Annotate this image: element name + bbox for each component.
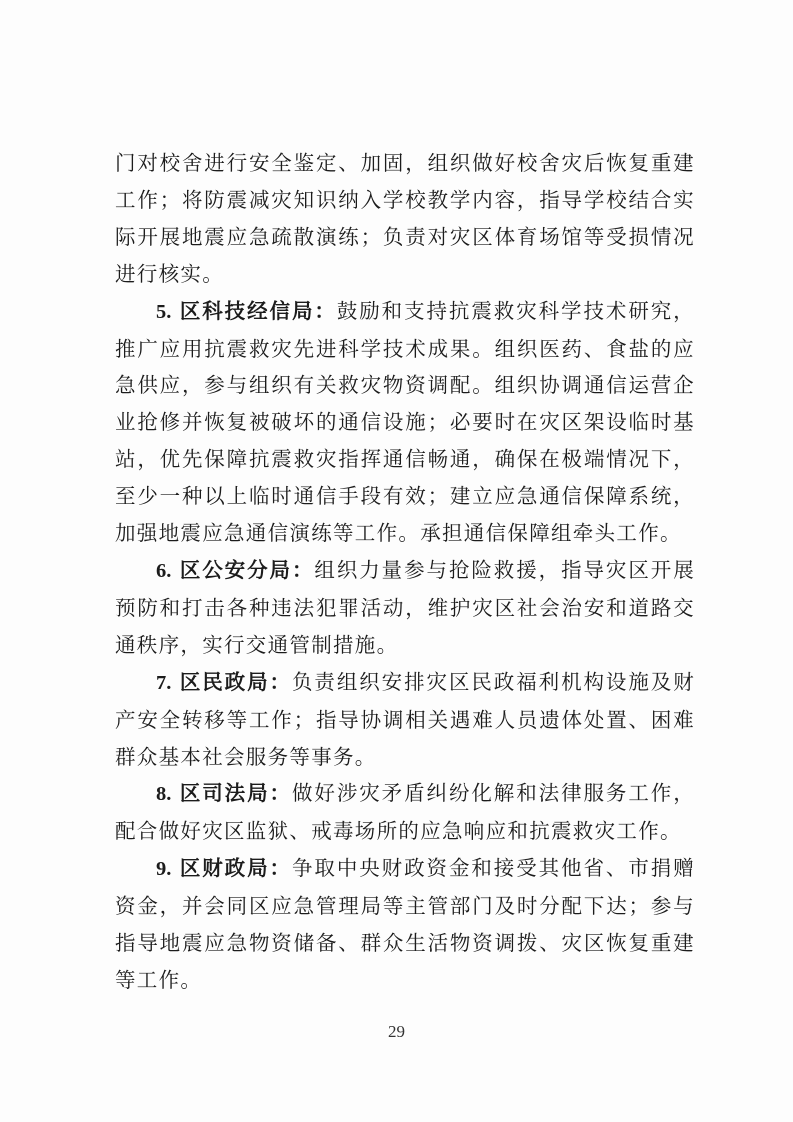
paragraph-text: 组织力量参与抢险救援，指导灾区开展预防和打击各种违法犯罪活动，维护灾区社会治安和道路交通秩序，实行交通管制措施。 xyxy=(115,557,695,657)
paragraph-text: 门对校舍进行安全鉴定、加固，组织做好校舍灾后恢复重建工作；将防震减灾知识纳入学校教学内容，指导学校结合实际开展地震应急疏散演练；负责对灾区体育场馆等受损情况进行核实。 xyxy=(115,151,695,286)
item-number: 7. xyxy=(156,671,172,694)
page-number: 29 xyxy=(388,1022,405,1041)
paragraph-text: 负责组织安排灾区民政福利机构设施及财产安全转移等工作；指导协调相关遇难人员遗体处置、困难群众基本社会服务等事务。 xyxy=(115,669,696,769)
paragraph-item-8 xyxy=(115,775,695,850)
paragraph-item-6 xyxy=(115,552,695,664)
paragraph-text: 鼓励和支持抗震救灾科学技术研究，推广应用抗震救灾先进科学技术成果。组织医药、食盐的应急供应，参与组织有关救灾物资调配。组织协调通信运营企业抢修并恢复被破坏的通信设施；必要时在灾区架设临时基站，优先保障抗震救灾指挥通信畅通，确保在极端情况下，至少一种以上临时通信手段有效；建立应急通信保障系统，加强地震应急通信演练等工作。承担通信保障组牵头工作。 xyxy=(115,298,695,546)
item-title: 区科技经信局： xyxy=(179,298,337,323)
item-number: 9. xyxy=(156,858,172,881)
item-title: 区民政局： xyxy=(179,669,292,694)
item-title: 区司法局： xyxy=(179,781,292,806)
page-body xyxy=(115,145,695,999)
paragraph-text: 争取中央财政资金和接受其他省、市捐赠资金，并会同区应急管理局等主管部门及时分配下达；参与指导地震应急物资储备、群众生活物资调拨、灾区恢复重建等工作。 xyxy=(115,856,696,992)
item-title: 区财政局： xyxy=(179,856,292,881)
paragraph-item-5 xyxy=(115,293,695,552)
item-number: 6. xyxy=(156,559,172,582)
item-title: 区公安分局： xyxy=(179,557,315,582)
paragraph-text: 做好涉灾矛盾纠纷化解和法律服务工作，配合做好灾区监狱、戒毒场所的应急响应和抗震救灾工作。 xyxy=(115,781,696,844)
item-number: 5. xyxy=(156,300,172,323)
paragraph-item-7 xyxy=(115,664,695,776)
continuation-paragraph xyxy=(115,145,695,293)
item-number: 8. xyxy=(156,783,172,806)
paragraph-item-9 xyxy=(115,850,695,999)
